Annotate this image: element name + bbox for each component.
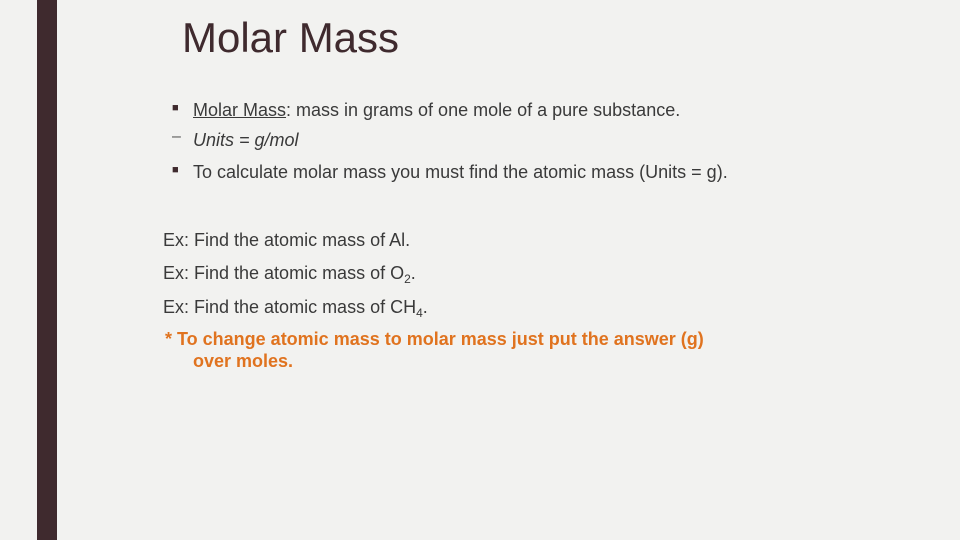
note-line-1: * To change atomic mass to molar mass just put the answer (g) bbox=[165, 329, 704, 349]
example-suffix: . bbox=[410, 263, 416, 283]
subscript: 4 bbox=[416, 306, 423, 320]
note-line-2: over moles. bbox=[193, 351, 294, 371]
left-accent-bar bbox=[37, 0, 57, 540]
example-text: Ex: Find the atomic mass of O bbox=[163, 263, 405, 283]
example-suffix: . bbox=[422, 297, 428, 317]
sub-bullet-dash-icon: – bbox=[172, 128, 181, 145]
term-molar-mass: Molar Mass bbox=[193, 100, 287, 120]
bullet-square-icon: ■ bbox=[172, 164, 179, 176]
bullet-calculate-molar-mass: To calculate molar mass you must find the atomic mass (Units = g). bbox=[193, 162, 728, 182]
bullet-molar-mass-definition bbox=[193, 99, 680, 121]
example-methane bbox=[163, 296, 428, 324]
molar-mass-note bbox=[165, 328, 805, 372]
definition-text: : mass in grams of one mole of a pure substance. bbox=[286, 100, 681, 120]
example-text: Ex: Find the atomic mass of Al. bbox=[163, 230, 411, 250]
sub-bullet-units: Units = g/mol bbox=[193, 130, 299, 150]
example-text: Ex: Find the atomic mass of CH bbox=[163, 297, 417, 317]
example-aluminum bbox=[163, 229, 410, 251]
example-oxygen bbox=[163, 262, 416, 290]
bullet-square-icon: ■ bbox=[172, 102, 179, 114]
slide-title: Molar Mass bbox=[182, 14, 400, 61]
subscript: 2 bbox=[404, 272, 411, 286]
